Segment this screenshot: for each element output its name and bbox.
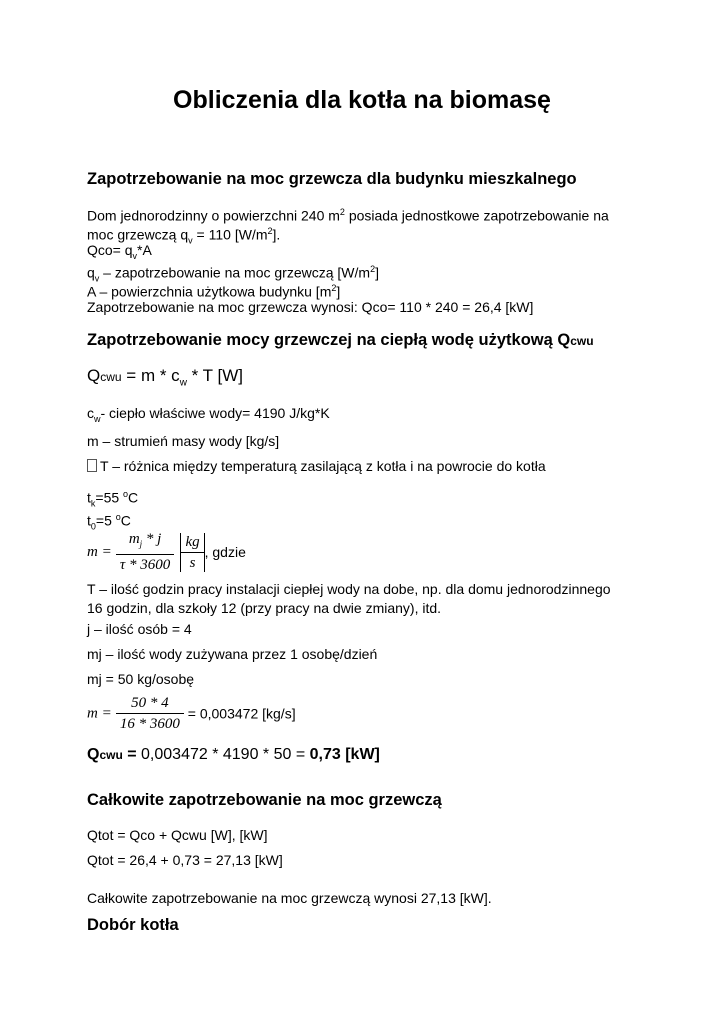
text-span: q <box>87 264 95 281</box>
fraction-numerator <box>116 530 174 555</box>
superscript: 2 <box>267 226 273 236</box>
text-span: posiada jednostkowe zapotrzebowanie na <box>344 207 609 224</box>
definition-line <box>87 404 330 428</box>
subscript: cwu <box>100 370 122 384</box>
text-span: * j <box>142 531 162 547</box>
subscript: cwu <box>99 748 123 762</box>
result-value: 0,73 [kW] <box>309 746 380 763</box>
subscript: k <box>90 498 96 509</box>
fraction-denominator: 16 * 3600 <box>119 716 180 732</box>
fraction <box>116 530 174 574</box>
section-heading-total-demand: Całkowite zapotrzebowanie na moc grzewczą <box>87 791 442 809</box>
text-span: Qco= q <box>87 242 133 258</box>
text-span: Q <box>87 746 100 763</box>
unit-bracket <box>180 533 204 572</box>
text-span: Dom jednorodzinny o powierzchni 240 m <box>87 207 340 224</box>
equation-lhs: m = <box>87 544 112 560</box>
superscript: 2 <box>370 264 376 274</box>
text-span: ] <box>336 283 341 300</box>
paragraph-line: 16 godzin, dla szkoły 12 (przy pracy na dwie zmiany), itd. <box>87 600 442 616</box>
section-heading-hot-water <box>87 331 594 350</box>
paragraph-line: T – ilość godzin pracy instalacji ciepłej wody na dobe, np. dla domu jednorodzinnego <box>87 581 611 597</box>
subscript: v <box>94 273 100 284</box>
text-span: ] <box>375 264 379 281</box>
definition-line: m – strumień masy wody [kg/s] <box>87 433 280 449</box>
fraction <box>116 694 184 733</box>
page-title: Obliczenia dla kotła na biomasę <box>173 86 551 114</box>
text-span: * T [W] <box>186 366 243 385</box>
section-heading-heating-demand: Zapotrzebowanie na moc grzewcza dla budynku mieszkalnego <box>87 170 577 188</box>
text-span: =55 <box>95 489 124 506</box>
text-span: c <box>87 405 94 421</box>
subscript: v <box>132 250 138 261</box>
text-span: T – różnica między temperaturą zasilającą z kotła i na powrocie do kotła <box>100 458 546 474</box>
definition-line <box>87 457 546 475</box>
superscript: o <box>115 512 121 522</box>
superscript: 2 <box>331 283 337 293</box>
text-span: t <box>87 512 91 529</box>
text-span: ]. <box>272 226 281 243</box>
text-span: - ciepło właściwe wody= 4190 J/kg*K <box>100 405 330 421</box>
fraction-denominator: τ * 3600 <box>119 557 171 573</box>
result-line: Zapotrzebowanie na moc grzewcza wynosi: Qco= 110 * 240 = 26,4 [kW] <box>87 299 534 315</box>
text-span: m <box>128 531 140 547</box>
text-span: moc grzewczą q <box>87 226 189 243</box>
text-span: A – powierzchnia użytkowa budynku [m <box>87 283 332 300</box>
text-span: 0,003472 * 4190 * 50 = <box>141 746 310 763</box>
formula-line: Qtot = Qco + Qcwu [W], [kW] <box>87 827 268 843</box>
result-qcwu <box>87 746 380 764</box>
superscript: o <box>123 489 129 499</box>
fraction-numerator: 50 * 4 <box>116 694 184 714</box>
subscript: w <box>94 413 101 424</box>
formula-line: Qtot = 26,4 + 0,73 = 27,13 [kW] <box>87 852 283 868</box>
text-span: Q <box>87 366 101 385</box>
equation-mass-flow <box>87 530 246 574</box>
text-span: C <box>128 489 139 506</box>
text-span: =5 <box>95 512 116 529</box>
section-heading-boiler-selection: Dobór kotła <box>87 916 179 934</box>
summary-line: Całkowite zapotrzebowanie na moc grzewczą wynosi 27,13 [kW]. <box>87 890 492 906</box>
text-span: – zapotrzebowanie na moc grzewczą [W/m <box>99 264 371 281</box>
text-span: = m * c <box>121 366 180 385</box>
equation-tail: , gdzie <box>204 544 246 560</box>
text-span: C <box>120 512 131 529</box>
definition-line: mj = 50 kg/osobę <box>87 671 195 687</box>
equation-lhs: m = <box>87 705 112 722</box>
missing-glyph-icon <box>87 459 97 472</box>
subscript: 0 <box>90 521 96 532</box>
definition-line: mj – ilość wody zużywana przez 1 osobę/dzień <box>87 646 378 662</box>
text-span: = <box>122 746 142 763</box>
heading-text: Zapotrzebowanie mocy grzewczej na ciepłą wodę użytkową Q <box>87 331 571 349</box>
text-span: = 110 [W/m <box>192 226 268 243</box>
definition-line: j – ilość osób = 4 <box>87 621 192 637</box>
subscript: w <box>179 377 187 389</box>
superscript: 2 <box>339 207 345 217</box>
text-span: *A <box>137 242 152 258</box>
equation-mass-value <box>87 694 296 733</box>
subscript: j <box>139 539 143 549</box>
unit-denominator: s <box>189 554 196 571</box>
text-span: t <box>87 489 91 506</box>
subscript: v <box>188 235 193 246</box>
main-formula <box>87 366 243 388</box>
equation-tail: = 0,003472 [kg/s] <box>183 705 296 722</box>
unit-numerator: kg <box>181 533 203 553</box>
heading-subscript: cwu <box>570 334 594 348</box>
